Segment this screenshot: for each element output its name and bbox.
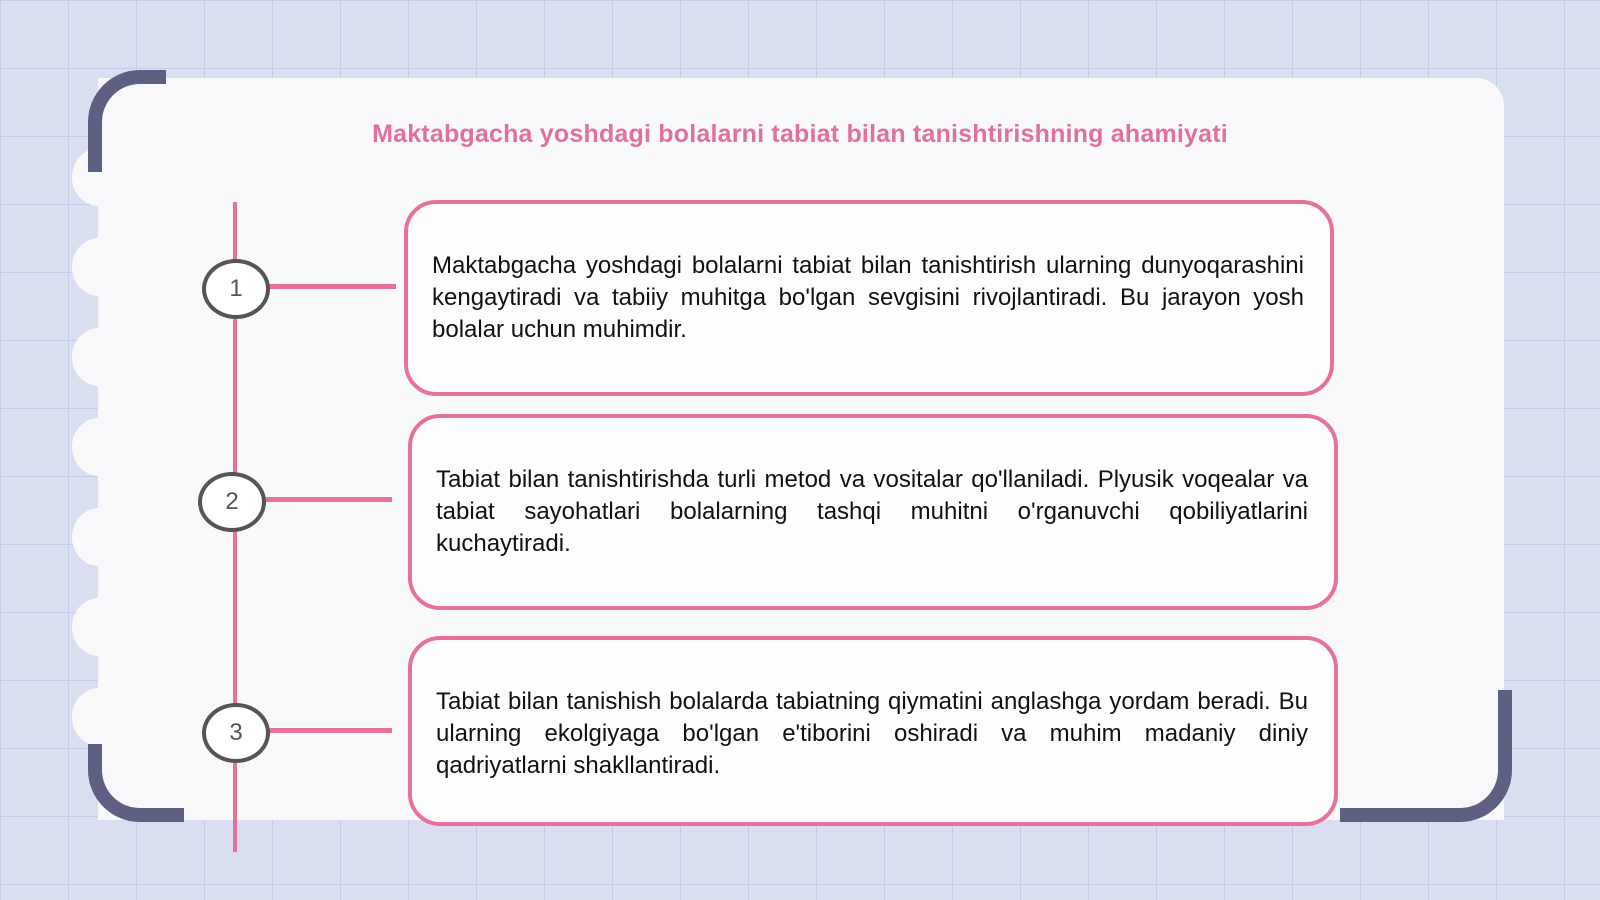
paper-scallop [72,598,126,656]
step-number: 1 [229,275,243,302]
paper-scallop [72,508,126,566]
info-card [408,414,1338,610]
paper-scallop [72,238,126,296]
timeline-connector [266,728,392,733]
step-number-badge [202,259,270,319]
slide-title: Maktabgacha yoshdagi bolalarni tabiat bilan tanishtirishning ahamiyati [372,120,1228,148]
timeline-connector [262,497,392,502]
timeline-connector [266,284,396,289]
info-card [408,636,1338,826]
step-number-badge [202,703,270,763]
card-text: Tabiat bilan tanishtirishda turli metod va vositalar qo'llaniladi. Plyusik voqealar va tabiat sayohatlari bolalarning tashqi muhitni o'rganuvchi qobiliyatlarini kuchaytiradi. [436,466,1308,557]
card-text: Maktabgacha yoshdagi bolalarni tabiat bilan tanishtirish ularning dunyoqarashini kengaytiradi va tabiiy muhitga bo'lgan sevgisini rivojlantiradi. Bu jarayon yosh bolalar uchun muhimdir. [432,252,1304,343]
card-text: Tabiat bilan tanishish bolalarda tabiatning qiymatini anglashga yordam beradi. Bu ularning ekolgiyaga bo'lgan e'tiborini oshiradi va muhim madaniy diniy qadriyatlarni shakllantiradi. [436,688,1308,779]
step-number: 3 [229,719,243,746]
paper-scallop [72,328,126,386]
info-card [404,200,1334,396]
paper-scallop [72,688,126,746]
step-number-badge [198,472,266,532]
step-number: 2 [225,488,239,515]
bracket-bottom-right [1340,690,1512,822]
paper-scallop [72,418,126,476]
